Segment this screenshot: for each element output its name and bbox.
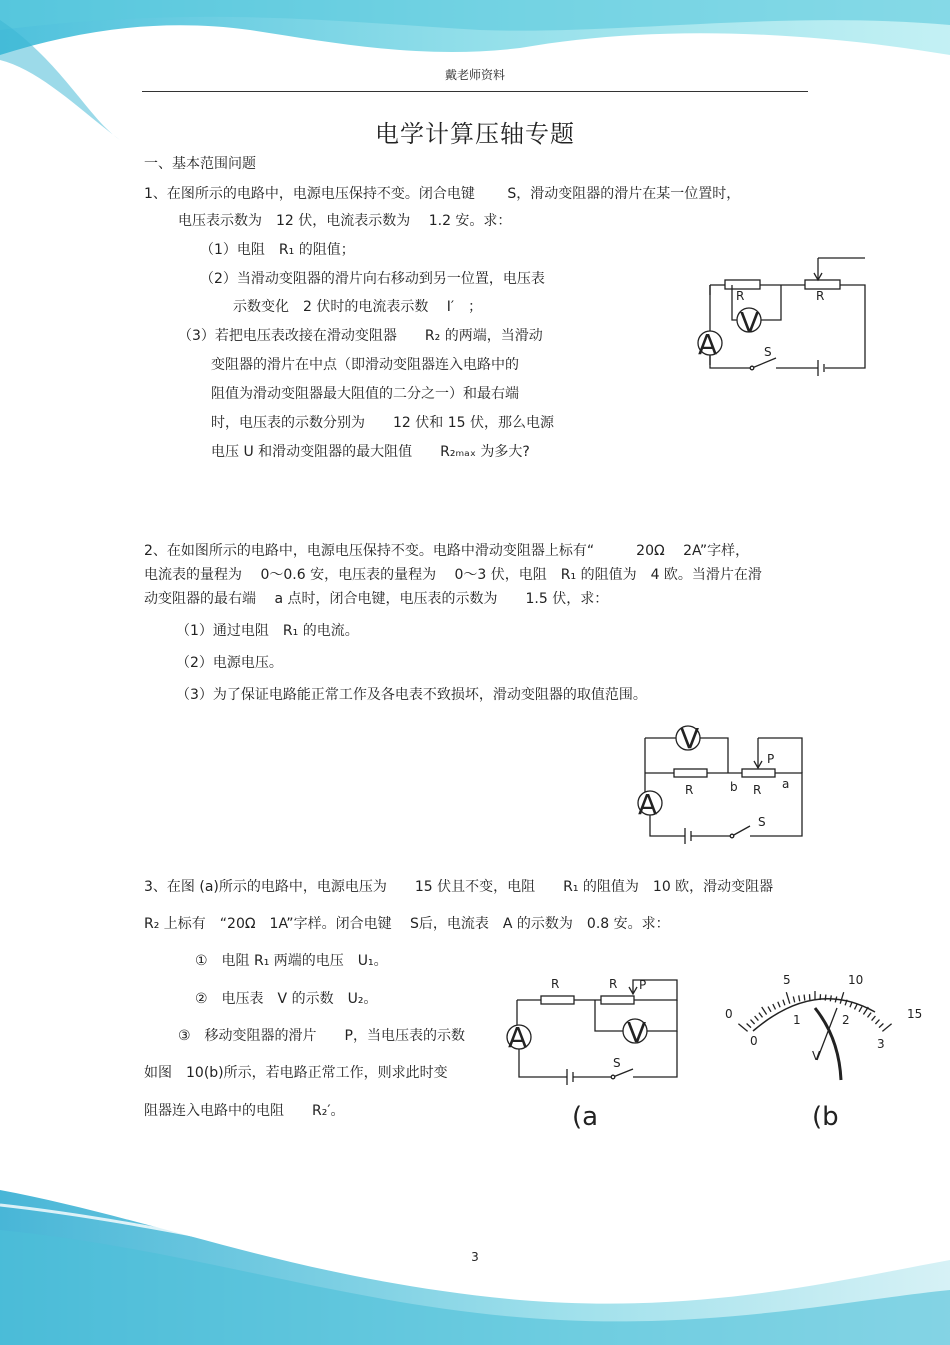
- p2-r1-label: R: [685, 783, 694, 797]
- inner-tick-2: 2: [842, 1013, 850, 1027]
- problem3-q3c: 阻器连入电路中的电阻 R₂′。: [144, 1103, 345, 1119]
- switch-icon: [752, 358, 776, 368]
- problem2-circuit-diagram: [630, 718, 815, 858]
- problem3-circuit-a: [505, 975, 690, 1085]
- dial-tick: [762, 1007, 767, 1015]
- dial-tick: [804, 995, 805, 1001]
- p2-r2-label: R: [753, 783, 762, 797]
- dial-tick: [773, 1004, 776, 1009]
- dial-tick: [747, 1024, 751, 1028]
- dial-tick: [882, 1024, 891, 1032]
- switch-icon: [732, 826, 750, 836]
- figure-a-caption: (a: [572, 1102, 599, 1132]
- p2-slider-label: P: [767, 752, 775, 766]
- dial-tick: [751, 1020, 755, 1024]
- outer-tick-10: 10: [848, 973, 864, 987]
- dial-tick: [859, 1007, 862, 1012]
- switch-icon: [613, 1069, 633, 1077]
- dial-tick: [783, 1000, 785, 1006]
- p1-ammeter-label: A: [698, 328, 718, 361]
- problem3-q3a: ③ 移动变阻器的滑片 P，当电压表的示数: [178, 1028, 465, 1044]
- problem2-line3: 动变阻器的最右端 a 点时，闭合电键，电压表的示数为 1.5 伏，求：: [144, 591, 609, 607]
- dial-scale-ticks: [738, 991, 891, 1031]
- problem3-q3b: 如图 10(b)所示，若电路正常工作，则求此时变: [144, 1065, 448, 1081]
- dial-tick: [835, 997, 836, 1003]
- p2-switch-label: S: [758, 815, 766, 829]
- section-heading: 一、基本范围问题: [144, 156, 256, 172]
- dial-tick: [855, 1004, 858, 1009]
- dial-tick: [875, 1020, 879, 1024]
- p1-voltmeter-label: V: [740, 306, 760, 339]
- problem2-line1: 2、在如图所示的电路中，电源电压保持不变。电路中滑动变阻器上标有“ 20Ω 2A”字样，: [144, 543, 750, 559]
- dial-tick: [879, 1024, 883, 1028]
- dial-unit-label: V: [812, 1049, 821, 1063]
- problem1-q3c: 阻值为滑动变阻器最大阻值的二分之一）和最右端: [211, 386, 519, 402]
- dial-tick: [768, 1007, 771, 1012]
- problem1-q3b: 变阻器的滑片在中点（即滑动变阻器连入电路中的: [211, 357, 519, 373]
- p3-voltmeter-label: V: [627, 1016, 647, 1049]
- p3-r1-label: R: [551, 977, 560, 991]
- p3-r2-label: R: [609, 977, 618, 991]
- problem3-q1: ① 电阻 R₁ 两端的电压 U₁。: [195, 953, 388, 969]
- outer-tick-5: 5: [783, 973, 791, 987]
- dial-tick: [759, 1013, 763, 1018]
- problem2-q2: （2）电源电压。: [176, 655, 283, 671]
- voltmeter-dial-figure-b: [715, 968, 930, 1088]
- dial-tick: [830, 995, 831, 1001]
- problem2-q1: （1）通过电阻 R₁ 的电流。: [176, 623, 359, 639]
- problem1-q2a: （2）当滑动变阻器的滑片向右移动到另一位置，电压表: [200, 271, 545, 287]
- p1-r1-label: R: [736, 289, 745, 303]
- problem2-q3: （3）为了保证电路能正常工作及各电表不致损坏，滑动变阻器的取值范围。: [176, 687, 647, 703]
- p2-voltmeter-label: V: [680, 722, 700, 755]
- header-watermark: 戴老师资料: [444, 68, 505, 82]
- dial-tick: [872, 1016, 876, 1021]
- problem1-q3e: 电压 U 和滑动变阻器的最大阻值 R₂ₘₐₓ 为多大?: [211, 444, 530, 460]
- problem1-q1: （1）电阻 R₁ 的阻值；: [200, 242, 355, 258]
- problem1-line2: 电压表示数为 12 伏，电流表示数为 1.2 安。求：: [178, 213, 512, 229]
- p2-ammeter-label: A: [638, 788, 658, 821]
- dial-tick: [793, 997, 794, 1003]
- p1-switch-label: S: [764, 345, 772, 359]
- dial-tick: [840, 992, 844, 1004]
- outer-tick-15: 15: [907, 1007, 923, 1021]
- problem1-q2b: 示数变化 2 伏时的电流表示数 I′ ；: [233, 299, 483, 315]
- inner-tick-3: 3: [877, 1037, 885, 1051]
- dial-tick: [868, 1013, 872, 1018]
- inner-tick-1: 1: [793, 1013, 801, 1027]
- dial-tick: [799, 995, 800, 1001]
- problem2-line2: 电流表的量程为 0～0.6 安，电压表的量程为 0～3 伏，电阻 R₁ 的阻值为 4 欧。当滑片在滑: [144, 567, 762, 583]
- p3-ammeter-label: A: [508, 1021, 528, 1054]
- problem1-q3d: 时，电压表的示数分别为 12 伏和 15 伏，那么电源: [211, 415, 554, 431]
- p2-b-label: b: [730, 780, 738, 794]
- page-number: 3: [471, 1250, 479, 1264]
- problem3-line2: R₂ 上标有 “20Ω 1A”字样。闭合电键 S后，电流表 A 的示数为 0.8 安。求：: [144, 916, 670, 932]
- dial-tick: [738, 1024, 747, 1032]
- dial-tick: [778, 1002, 780, 1008]
- problem3-q2: ② 电压表 V 的示数 U₂。: [195, 991, 378, 1007]
- figure-b-caption: (b: [812, 1102, 839, 1132]
- header-divider: [142, 91, 808, 92]
- dial-tick: [755, 1016, 759, 1021]
- outer-tick-0: 0: [725, 1007, 733, 1021]
- problem3-line1: 3、在图 (a)所示的电路中，电源电压为 15 伏且不变，电阻 R₁ 的阻值为 10 欧，滑动变阻器: [144, 879, 774, 895]
- inner-tick-0: 0: [750, 1034, 758, 1048]
- problem1-q3a: （3）若把电压表改接在滑动变阻器 R₂ 的两端，当滑动: [178, 328, 543, 344]
- p3-switch-label: S: [613, 1056, 621, 1070]
- p2-a-label: a: [782, 777, 790, 791]
- dial-tick: [825, 995, 826, 1001]
- page-title: 电学计算压轴专题: [375, 120, 575, 148]
- problem1-line1: 1、在图所示的电路中，电源电压保持不变。闭合电键 S，滑动变阻器的滑片在某一位置时，: [144, 186, 741, 202]
- p3-slider-label: P: [639, 978, 647, 992]
- problem1-circuit-diagram: [690, 250, 880, 415]
- dial-tick: [786, 992, 790, 1004]
- p1-r2-label: R: [816, 289, 825, 303]
